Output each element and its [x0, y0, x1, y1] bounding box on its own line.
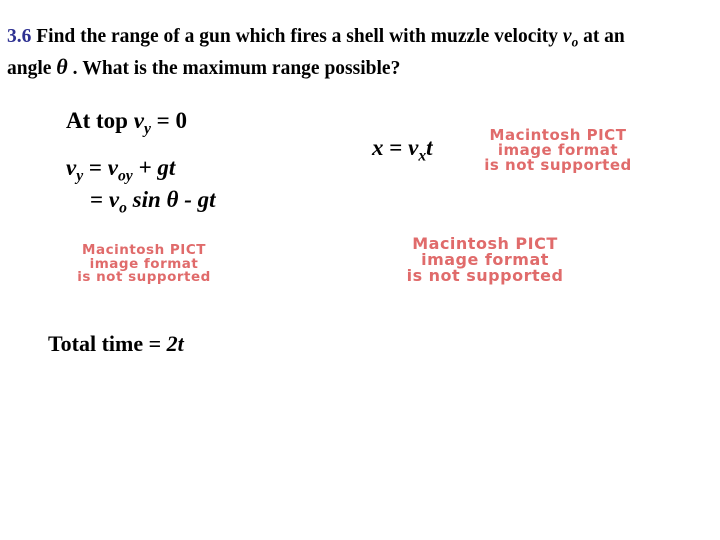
x-symbol: x	[372, 135, 384, 160]
t-symbol: t	[426, 135, 433, 160]
at-top-equation	[66, 108, 187, 138]
placeholder-line-1: Macintosh PICT	[412, 234, 558, 253]
sin-theta-term: sin θ - gt	[126, 187, 216, 212]
problem-line-2	[7, 52, 625, 84]
placeholder-line-1: Macintosh PICT	[82, 242, 206, 258]
placeholder-line-2: image format	[89, 255, 199, 272]
vy-symbol-2: v	[66, 155, 77, 180]
vo-subscript: o	[119, 199, 127, 217]
problem-text-1: Find the range of a gun which fires a shell with muzzle velocity	[31, 26, 563, 47]
placeholder-line-3: is not supported	[406, 266, 564, 285]
vy-subscript: y	[143, 120, 151, 138]
placeholder-line-3: is not supported	[77, 269, 211, 285]
placeholder-line-3: is not supported	[484, 156, 632, 174]
placeholder-line-1: Macintosh PICT	[489, 126, 627, 144]
problem-number: 3.6	[7, 26, 32, 47]
total-time-value: 2t	[166, 331, 184, 356]
at-top-label: At top	[66, 108, 134, 133]
problem-line-1	[7, 22, 625, 52]
total-time-equals: =	[148, 331, 167, 356]
expanded-equals: =	[90, 187, 109, 212]
vx-symbol: v	[408, 135, 419, 160]
total-time-equation	[48, 331, 184, 357]
voy-subscript: oy	[117, 167, 133, 185]
range-equals: =	[383, 135, 409, 160]
problem-text-1-end: at an	[578, 26, 625, 47]
voy-symbol: v	[107, 155, 118, 180]
range-equation	[372, 135, 433, 165]
total-time-label: Total time	[48, 331, 149, 356]
vx-subscript: x	[418, 147, 427, 165]
problem-text-2-start: angle	[7, 58, 57, 79]
theta-symbol: θ	[56, 54, 68, 79]
velocity-symbol: v	[562, 26, 572, 47]
plus-gt: + gt	[132, 155, 176, 180]
vy-subscript-2: y	[76, 167, 84, 185]
problem-statement	[7, 22, 625, 84]
unsupported-image-placeholder-1	[457, 128, 659, 173]
vo-symbol: v	[108, 187, 120, 212]
unsupported-image-placeholder-3	[371, 236, 599, 284]
vy-expanded-equation	[90, 187, 216, 217]
vy-equals-zero: = 0	[150, 108, 187, 133]
velocity-subscript: o	[571, 34, 579, 50]
problem-text-2-end: . What is the maximum range possible?	[67, 58, 401, 79]
vy-equation	[66, 155, 176, 185]
vy-symbol: v	[133, 108, 144, 133]
placeholder-line-2: image format	[421, 250, 549, 269]
unsupported-image-placeholder-2	[76, 244, 212, 285]
placeholder-line-2: image format	[497, 141, 619, 159]
vy-equals: =	[83, 155, 108, 180]
